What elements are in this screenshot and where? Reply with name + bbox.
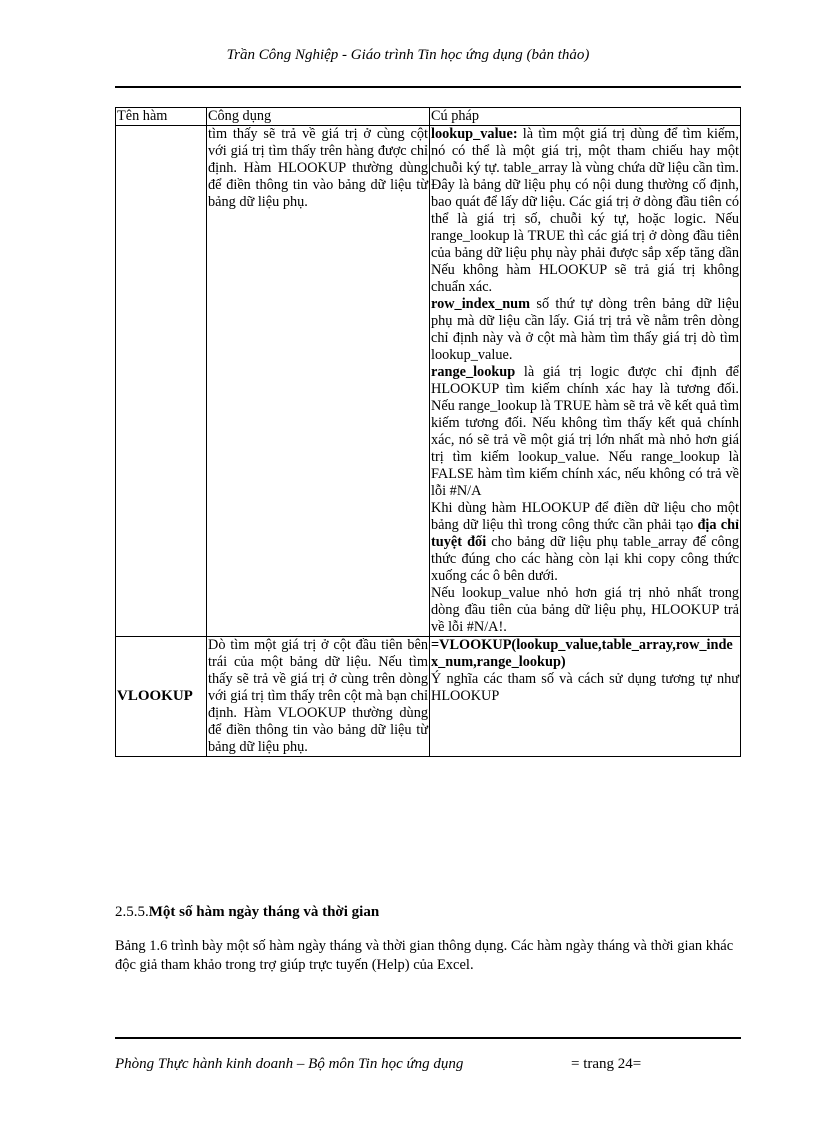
hlookup-purpose-cell: tìm thấy sẽ trả về giá trị ở cùng cột với giá trị tìm thấy trên hàng được chỉ định. Hàm HLOOKUP thường dùng để điền thông tin vào bảng dữ liệu từ bảng dữ liệu phụ. [207, 126, 430, 637]
param-range-lookup: range_lookup [431, 364, 516, 380]
syntax-paragraph-lookup-value [431, 126, 739, 296]
section-title: Một số hàm ngày tháng và thời gian [148, 904, 380, 920]
footer-page-number: = trang 24= [571, 1056, 642, 1072]
column-header-name: Tên hàm [116, 108, 207, 126]
column-header-syntax: Cú pháp [430, 108, 741, 126]
param-range-lookup-desc: là giá trị logic được chỉ định để HLOOKUP tìm kiếm chính xác hay là tương đối. Nếu range_lookup là TRUE hàm sẽ trả về kết quả tìm kiếm tương đối. Nếu không tìm thấy kết quả chính xác, nó sẽ trả về một giá trị lớn nhất mà nhỏ hơn giá trị tìm kiếm lookup_value. Nếu range_lookup là FALSE hàm tìm kiếm chính xác, nếu không có trả về lỗi #N/A [431, 364, 739, 499]
column-header-purpose: Công dụng [207, 108, 430, 126]
absolute-address-term: địa chỉ tuyệt đối [431, 517, 739, 550]
param-lookup-value-desc: là tìm một giá trị dùng để tìm kiếm, nó có thể là một giá trị, một tham chiếu hay một chuỗi ký tự. table_array là vùng chứa dữ liệu cần tìm. Đây là bảng dữ liệu phụ có nội dung thường cố định, bao quát để lấy dữ liệu. Các giá trị ở dòng đầu tiên có thể là giá trị số, chuỗi ký tự, hoặc logic. Nếu range_lookup là TRUE thì các giá trị ở dòng đầu tiên của bảng dữ liệu phụ này phải được sắp xếp tăng dần Nếu không hàm HLOOKUP sẽ trả giá trị không chuẩn xác. [431, 126, 739, 295]
param-lookup-value: lookup_value: [431, 126, 518, 142]
vlookup-name-cell: VLOOKUP [116, 637, 207, 757]
syntax-paragraph-row-index [431, 296, 739, 364]
page-header-title: Trần Công Nghiệp - Giáo trình Tin học ứng dụng (bản thảo) [226, 47, 590, 63]
footer-rule [115, 1037, 741, 1039]
footer-department: Phòng Thực hành kinh doanh – Bộ môn Tin học ứng dụng [115, 1056, 464, 1072]
syntax-paragraph-na-error: Nếu lookup_value nhỏ hơn giá trị nhỏ nhất trong dòng đầu tiên của bảng dữ liệu phụ, HLOOKUP trả về lỗi #N/A!. [431, 585, 739, 635]
section-number: 2.5.5. [115, 904, 149, 920]
vlookup-purpose-cell: Dò tìm một giá trị ở cột đầu tiên bên trái của một bảng dữ liệu. Nếu tìm thấy sẽ trả về giá trị ở cùng trên dòng với giá trị tìm thấy trên cột mà bạn chỉ định. Hàm VLOOKUP thường dùng để điền thông tin vào bảng dữ liệu từ bảng dữ liệu phụ. [208, 637, 428, 755]
absolute-address-text-a: Khi dùng hàm HLOOKUP để điền dữ liệu cho một bảng dữ liệu thì trong công thức cần phải tạo [431, 500, 739, 533]
section-heading [115, 904, 379, 921]
syntax-paragraph-absolute-address [431, 500, 739, 585]
hlookup-syntax-cell [430, 126, 741, 637]
body-paragraph: Bảng 1.6 trình bày một số hàm ngày tháng và thời gian thông dụng. Các hàm ngày tháng và thời gian khác độc giả tham khảo trong trợ giúp trực tuyến (Help) của Excel. [115, 938, 734, 973]
hlookup-name-cell [116, 126, 207, 637]
param-row-index-num-desc: số thứ tự dòng trên bảng dữ liệu phụ mà dữ liệu cần lấy. Giá trị trả về nằm trên dòng chỉ định này và ở cột mà hàm tìm thấy giá trị dò tìm lookup_value. [431, 296, 739, 363]
syntax-paragraph-range-lookup [431, 364, 739, 500]
header-rule [115, 86, 741, 88]
table-header-row [116, 108, 741, 126]
table-row-vlookup [116, 637, 741, 757]
absolute-address-text-b: cho bảng dữ liệu phụ table_array để công thức đúng cho các hàng còn lại khi copy công thức xuống các ô bên dưới. [431, 534, 739, 584]
table-row-hlookup [116, 126, 741, 637]
param-row-index-num: row_index_num [431, 296, 531, 312]
function-table [115, 107, 741, 757]
vlookup-formula: =VLOOKUP(lookup_value,table_array,row_index_num,range_lookup) [431, 637, 733, 670]
vlookup-syntax-cell [430, 637, 741, 757]
vlookup-syntax-note: Ý nghĩa các tham số và cách sử dụng tương tự như HLOOKUP [431, 671, 739, 704]
